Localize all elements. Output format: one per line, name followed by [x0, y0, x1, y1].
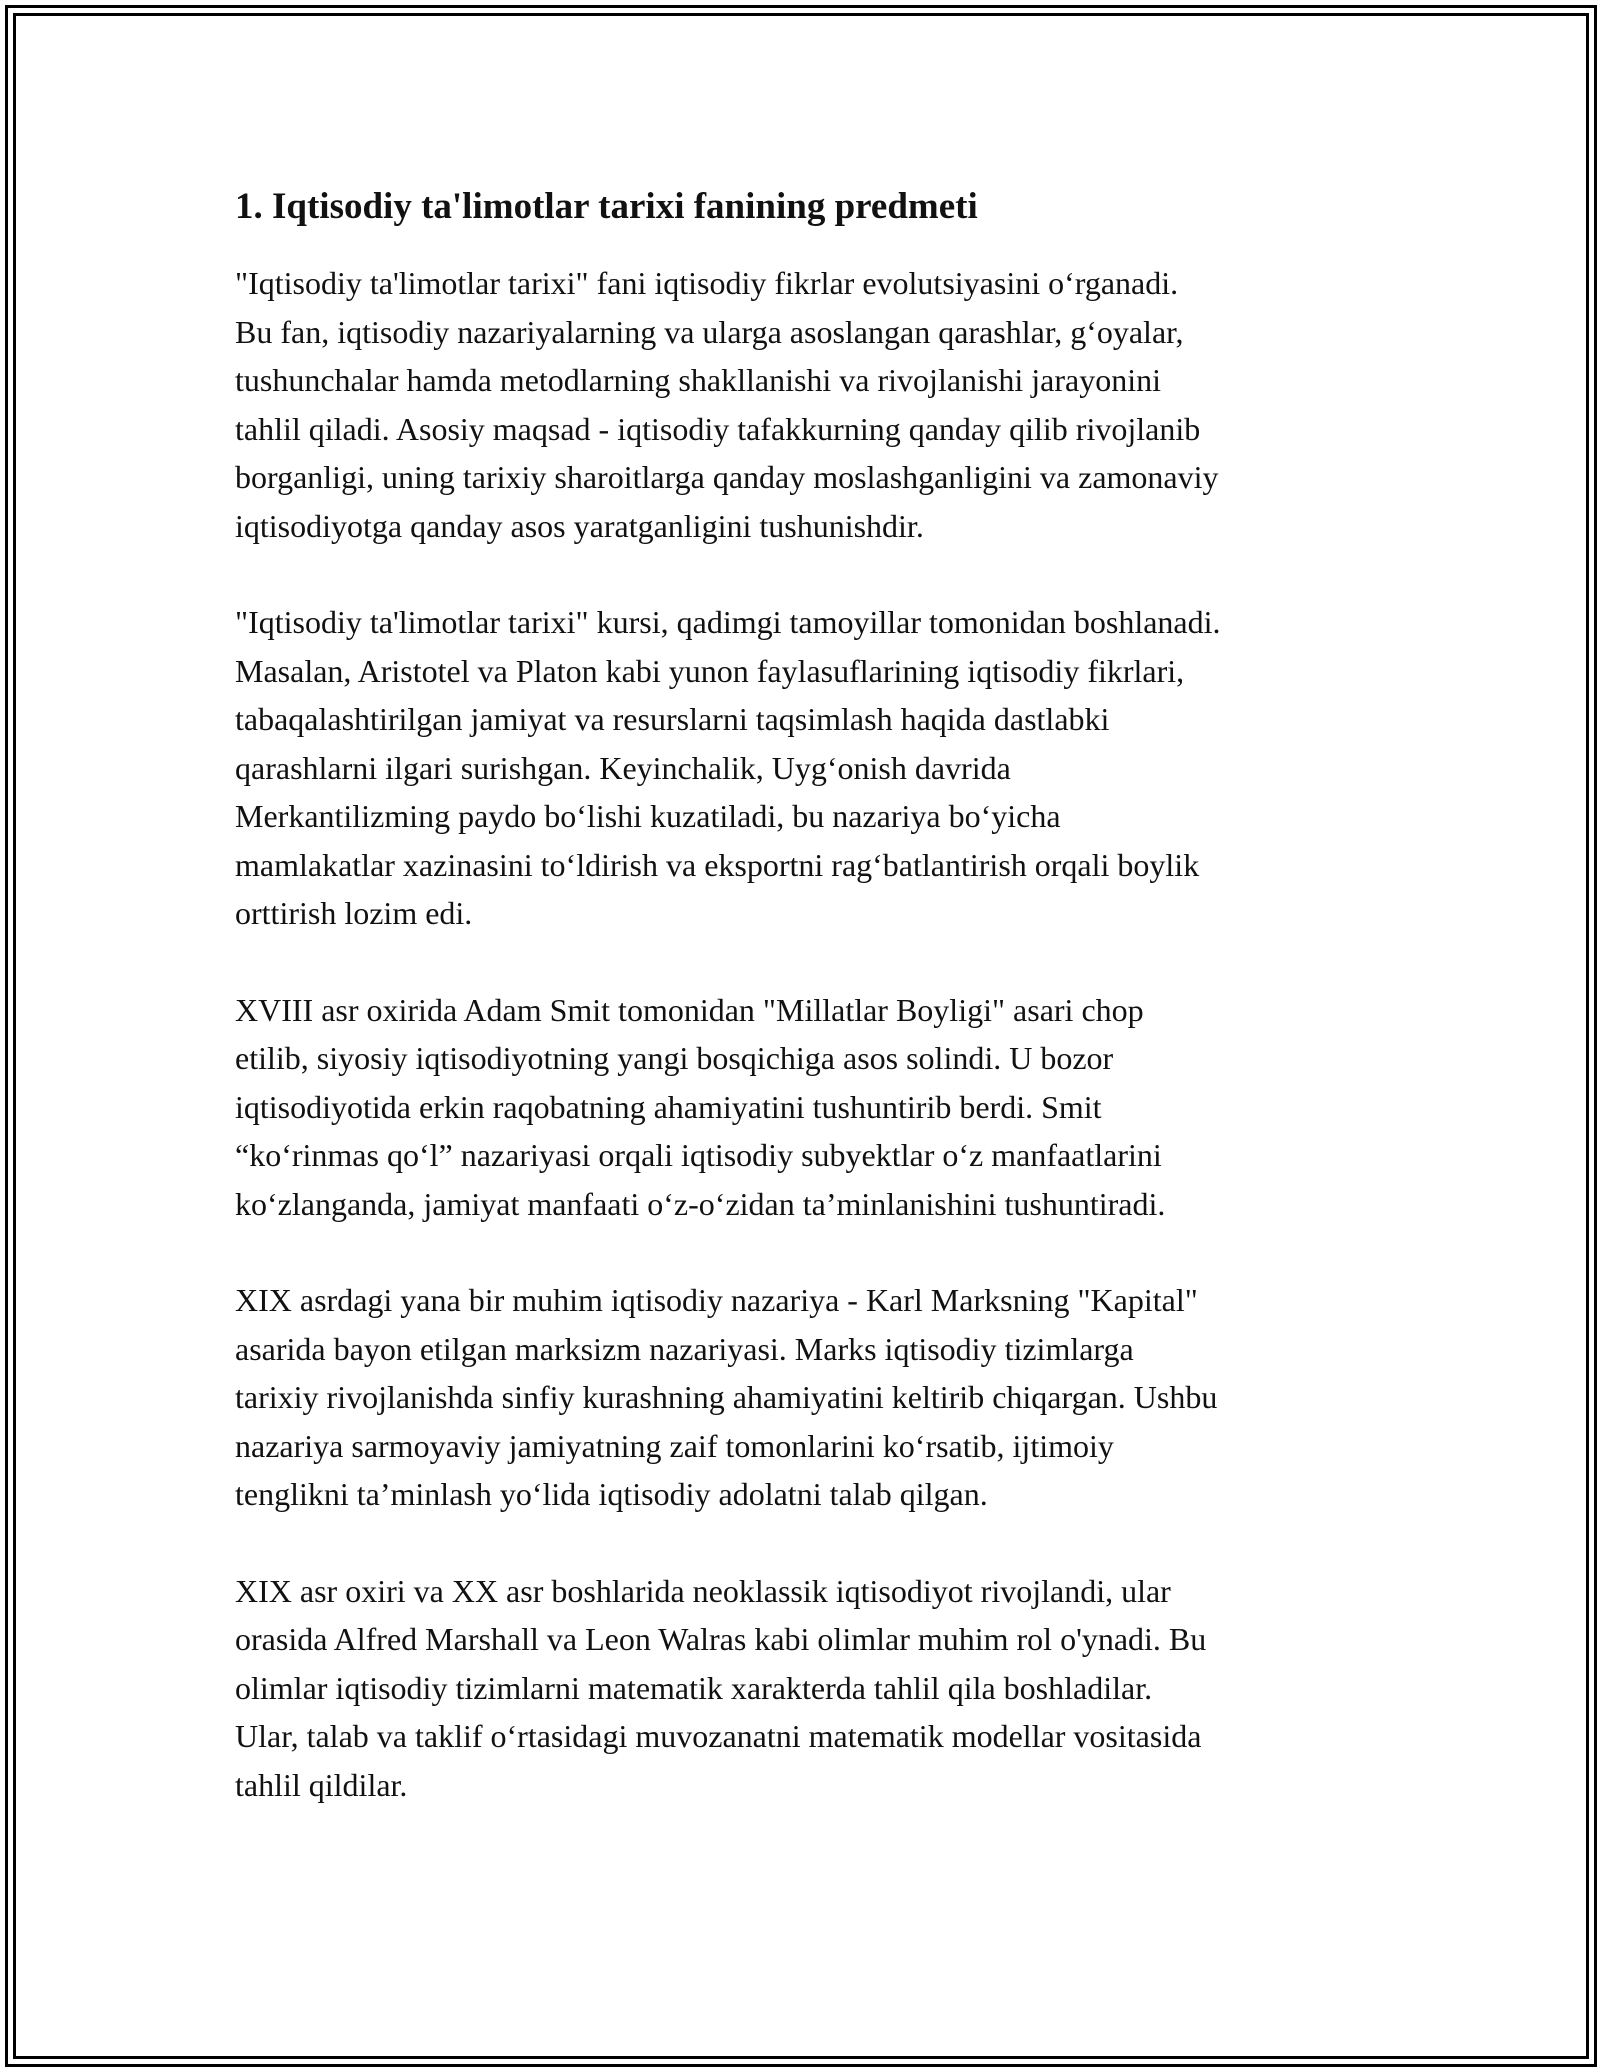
- text-line: orttirish lozim edi.: [235, 895, 473, 931]
- text-line: borganligi, uning tarixiy sharoitlarga qanday moslashganligini va zamonaviy: [235, 459, 1219, 495]
- text-line: tabaqalashtirilgan jamiyat va resurslarni taqsimlash haqida dastlabki: [235, 701, 1110, 737]
- text-line: "Iqtisodiy ta'limotlar tarixi" fani iqtisodiy fikrlar evolutsiyasini o‘rganadi.: [235, 265, 1179, 301]
- text-line: olimlar iqtisodiy tizimlarni matematik xarakterda tahlil qila boshladilar.: [235, 1669, 1153, 1706]
- text-line: mamlakatlar xazinasini to‘ldirish va eksportni rag‘batlantirish orqali boylik: [235, 846, 1200, 883]
- paragraph-5: [235, 1567, 1380, 1810]
- text-line: XIX asr oxiri va XX asr boshlarida neoklassik iqtisodiyot rivojlandi, ular: [235, 1572, 1171, 1609]
- paragraph-4: [235, 1276, 1380, 1519]
- section-title: 1. Iqtisodiy ta'limotlar tarixi fanining predmeti: [235, 186, 978, 227]
- text-line: orasida Alfred Marshall va Leon Walras kabi olimlar muhim rol o'ynadi. Bu: [235, 1621, 1207, 1657]
- text-line: Bu fan, iqtisodiy nazariyalarning va ularga asoslangan qarashlar, g‘oyalar,: [235, 313, 1184, 350]
- text-line: qarashlarni ilgari surishgan. Keyinchalik, Uyg‘onish davrida: [235, 749, 1011, 786]
- text-line: iqtisodiyotga qanday asos yaratganligini tushunishdir.: [235, 507, 924, 544]
- text-line: "Iqtisodiy ta'limotlar tarixi" kursi, qadimgi tamoyillar tomonidan boshlanadi.: [235, 604, 1221, 640]
- text-line: tarixiy rivojlanishda sinfiy kurashning ahamiyatini keltirib chiqargan. Ushbu: [235, 1379, 1218, 1415]
- text-line: tushunchalar hamda metodlarning shakllanishi va rivojlanishi jarayonini: [235, 362, 1161, 398]
- text-line: Merkantilizming paydo bo‘lishi kuzatiladi, bu nazariya bo‘yicha: [235, 798, 1061, 834]
- paragraph-3: [235, 986, 1380, 1229]
- text-line: XVIII asr oxirida Adam Smit tomonidan "Millatlar Boyligi" asari chop: [235, 991, 1144, 1028]
- text-line: Masalan, Aristotel va Platon kabi yunon faylasuflarining iqtisodiy fikrlari,: [235, 652, 1185, 689]
- text-line: iqtisodiyotida erkin raqobatning ahamiyatini tushuntirib berdi. Smit: [235, 1088, 1102, 1125]
- paragraph-1: [235, 259, 1380, 550]
- text-line: “ko‘rinmas qo‘l” nazariyasi orqali iqtisodiy subyektlar o‘z manfaatlarini: [235, 1137, 1162, 1173]
- paragraph-2: [235, 598, 1380, 938]
- text-line: nazariya sarmoyaviy jamiyatning zaif tomonlarini ko‘rsatib, ijtimoiy: [235, 1427, 1114, 1464]
- text-line: ko‘zlanganda, jamiyat manfaati o‘z-o‘zidan ta’minlanishini tushuntiradi.: [235, 1185, 1166, 1222]
- text-line: etilib, siyosiy iqtisodiyotning yangi bosqichiga asos solindi. U bozor: [235, 1040, 1114, 1076]
- document-body: [235, 183, 1380, 1857]
- text-line: Ular, talab va taklif o‘rtasidagi muvozanatni matematik modellar vositasida: [235, 1718, 1202, 1754]
- text-line: tenglikni ta’minlash yo‘lida iqtisodiy adolatni talab qilgan.: [235, 1476, 988, 1512]
- text-line: tahlil qildilar.: [235, 1766, 408, 1803]
- text-line: asarida bayon etilgan marksizm nazariyasi. Marks iqtisodiy tizimlarga: [235, 1330, 1134, 1367]
- text-line: tahlil qiladi. Asosiy maqsad - iqtisodiy tafakkurning qanday qilib rivojlanib: [235, 410, 1201, 447]
- text-line: XIX asrdagi yana bir muhim iqtisodiy nazariya - Karl Marksning "Kapital": [235, 1282, 1198, 1318]
